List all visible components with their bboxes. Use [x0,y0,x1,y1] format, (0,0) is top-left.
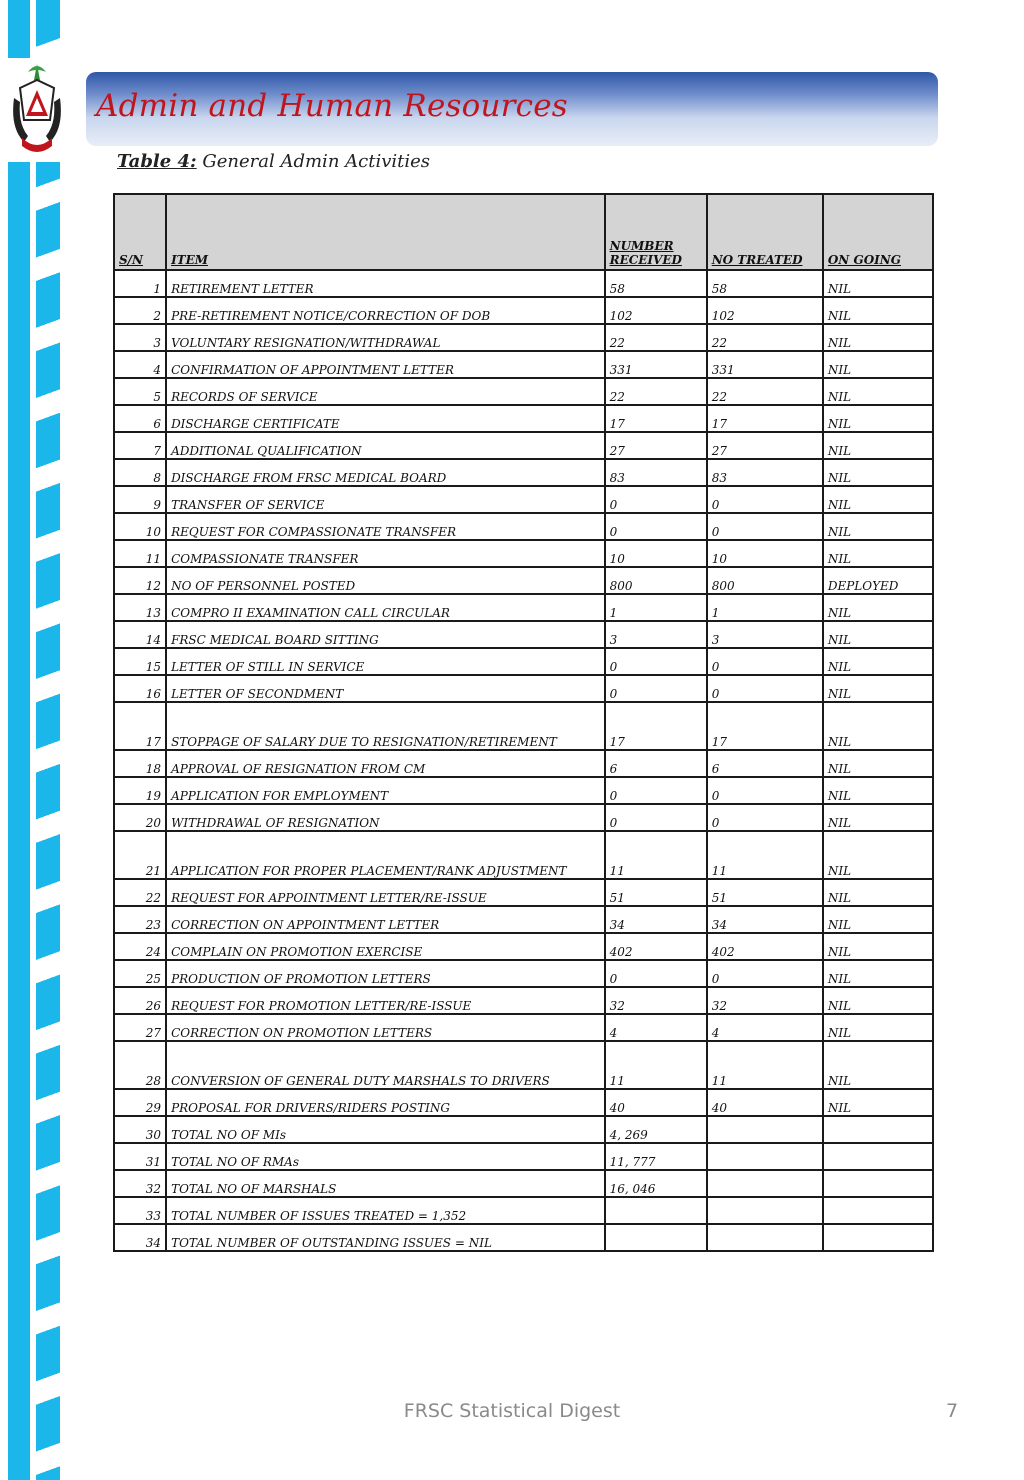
cell-number-received: 0 [605,513,707,540]
cell-no-treated: 0 [707,513,823,540]
table-row [114,933,933,960]
cell-number-received: 17 [605,702,707,750]
cell-on-going: NIL [823,750,933,777]
cell-number-received: 40 [605,1089,707,1116]
cell-no-treated [707,1143,823,1170]
cell-on-going: NIL [823,960,933,987]
header-no-treated: NO TREATED [707,194,823,270]
cell-item: REQUEST FOR APPOINTMENT LETTER/RE-ISSUE [166,879,605,906]
cell-on-going [823,1143,933,1170]
cell-sn: 2 [114,297,166,324]
cell-item: TOTAL NUMBER OF ISSUES TREATED = 1,352 [166,1197,605,1224]
cell-item: NO OF PERSONNEL POSTED [166,567,605,594]
cell-sn: 28 [114,1041,166,1089]
cell-sn: 19 [114,777,166,804]
cell-number-received: 51 [605,879,707,906]
cell-item: COMPLAIN ON PROMOTION EXERCISE [166,933,605,960]
cell-number-received: 22 [605,378,707,405]
cell-number-received: 6 [605,750,707,777]
table-row [114,648,933,675]
table-row [114,486,933,513]
cell-no-treated: 34 [707,906,823,933]
cell-item: PROPOSAL FOR DRIVERS/RIDERS POSTING [166,1089,605,1116]
table-caption-label: Table 4: [117,151,197,172]
cell-no-treated: 27 [707,432,823,459]
cell-number-received: 0 [605,486,707,513]
cell-on-going [823,1116,933,1143]
header-sn: S/N [114,194,166,270]
cell-number-received: 83 [605,459,707,486]
cell-item: REQUEST FOR COMPASSIONATE TRANSFER [166,513,605,540]
page-title: Admin and Human Resources [96,88,568,124]
cell-sn: 5 [114,378,166,405]
table-row [114,987,933,1014]
table-row [114,621,933,648]
cell-sn: 4 [114,351,166,378]
table-row [114,1041,933,1089]
cell-no-treated: 0 [707,960,823,987]
cell-item: APPLICATION FOR PROPER PLACEMENT/RANK ADJUSTMENT [166,831,605,879]
cell-item: PRE-RETIREMENT NOTICE/CORRECTION OF DOB [166,297,605,324]
cell-number-received: 3 [605,621,707,648]
cell-no-treated: 11 [707,1041,823,1089]
cell-sn: 22 [114,879,166,906]
cell-item: FRSC MEDICAL BOARD SITTING [166,621,605,648]
cell-no-treated: 4 [707,1014,823,1041]
cell-no-treated: 22 [707,378,823,405]
table-row [114,270,933,297]
cell-number-received: 0 [605,960,707,987]
table-row [114,1197,933,1224]
cell-number-received: 4 [605,1014,707,1041]
cell-on-going: NIL [823,324,933,351]
cell-on-going [823,1224,933,1251]
cell-no-treated: 32 [707,987,823,1014]
cell-on-going: NIL [823,270,933,297]
table-row [114,804,933,831]
cell-sn: 9 [114,486,166,513]
cell-item: TOTAL NO OF MIs [166,1116,605,1143]
cell-sn: 13 [114,594,166,621]
cell-item: WITHDRAWAL OF RESIGNATION [166,804,605,831]
cell-no-treated [707,1197,823,1224]
table-row [114,297,933,324]
cell-item: CORRECTION ON PROMOTION LETTERS [166,1014,605,1041]
cell-on-going: NIL [823,513,933,540]
cell-item: TOTAL NO OF RMAs [166,1143,605,1170]
cell-on-going [823,1197,933,1224]
cell-on-going: NIL [823,1041,933,1089]
cell-sn: 24 [114,933,166,960]
cell-sn: 12 [114,567,166,594]
cell-on-going [823,1170,933,1197]
cell-item: STOPPAGE OF SALARY DUE TO RESIGNATION/RETIREMENT [166,702,605,750]
cell-on-going: NIL [823,297,933,324]
cell-item: CORRECTION ON APPOINTMENT LETTER [166,906,605,933]
cell-sn: 32 [114,1170,166,1197]
cell-number-received: 800 [605,567,707,594]
cell-no-treated [707,1224,823,1251]
cell-number-received: 11 [605,831,707,879]
cell-number-received: 11 [605,1041,707,1089]
cell-no-treated: 6 [707,750,823,777]
cell-item: RECORDS OF SERVICE [166,378,605,405]
cell-number-received [605,1197,707,1224]
cell-number-received: 16, 046 [605,1170,707,1197]
cell-item: APPLICATION FOR EMPLOYMENT [166,777,605,804]
cell-number-received: 58 [605,270,707,297]
cell-sn: 29 [114,1089,166,1116]
table-caption-text: General Admin Activities [196,151,431,172]
cell-number-received: 102 [605,297,707,324]
cell-number-received: 27 [605,432,707,459]
cell-sn: 25 [114,960,166,987]
cell-no-treated: 17 [707,702,823,750]
cell-item: APPROVAL OF RESIGNATION FROM CM [166,750,605,777]
cell-item: TOTAL NUMBER OF OUTSTANDING ISSUES = NIL [166,1224,605,1251]
cell-item: DISCHARGE CERTIFICATE [166,405,605,432]
table-row [114,960,933,987]
cell-on-going: NIL [823,1014,933,1041]
cell-number-received: 1 [605,594,707,621]
cell-item: VOLUNTARY RESIGNATION/WITHDRAWAL [166,324,605,351]
table-row [114,513,933,540]
cell-number-received: 4, 269 [605,1116,707,1143]
cell-no-treated: 0 [707,777,823,804]
cell-no-treated: 83 [707,459,823,486]
table-row [114,459,933,486]
cell-on-going: NIL [823,540,933,567]
cell-sn: 20 [114,804,166,831]
cell-no-treated: 0 [707,648,823,675]
cell-no-treated: 331 [707,351,823,378]
cell-sn: 17 [114,702,166,750]
cell-sn: 3 [114,324,166,351]
cell-number-received [605,1224,707,1251]
table-row [114,1014,933,1041]
cell-no-treated: 0 [707,804,823,831]
cell-item: DISCHARGE FROM FRSC MEDICAL BOARD [166,459,605,486]
footer-title: FRSC Statistical Digest [403,1400,621,1422]
cell-item: RETIREMENT LETTER [166,270,605,297]
cell-item: COMPRO II EXAMINATION CALL CIRCULAR [166,594,605,621]
table-row [114,906,933,933]
cell-on-going: NIL [823,933,933,960]
table-row [114,750,933,777]
table-row [114,1143,933,1170]
cell-sn: 7 [114,432,166,459]
cell-no-treated [707,1116,823,1143]
table-header-row [114,194,933,270]
cell-sn: 27 [114,1014,166,1041]
table-body [114,270,933,1251]
page-number: 7 [946,1400,959,1422]
cell-on-going: NIL [823,648,933,675]
cell-sn: 21 [114,831,166,879]
table-row [114,1170,933,1197]
admin-activities-table [113,193,934,1252]
cell-on-going: NIL [823,675,933,702]
cell-item: CONFIRMATION OF APPOINTMENT LETTER [166,351,605,378]
cell-on-going: NIL [823,432,933,459]
cell-on-going: DEPLOYED [823,567,933,594]
cell-no-treated: 0 [707,486,823,513]
cell-sn: 1 [114,270,166,297]
cell-number-received: 0 [605,648,707,675]
cell-item: LETTER OF SECONDMENT [166,675,605,702]
table-row [114,378,933,405]
cell-sn: 33 [114,1197,166,1224]
cell-number-received: 402 [605,933,707,960]
table-row [114,1116,933,1143]
table-row [114,1089,933,1116]
frsc-logo [6,58,68,162]
cell-number-received: 34 [605,906,707,933]
table-caption [117,151,430,172]
cell-on-going: NIL [823,486,933,513]
cell-on-going: NIL [823,1089,933,1116]
left-decorative-stripe [0,0,62,1480]
cell-sn: 11 [114,540,166,567]
cell-number-received: 0 [605,777,707,804]
cell-on-going: NIL [823,378,933,405]
cell-on-going: NIL [823,804,933,831]
cell-no-treated: 58 [707,270,823,297]
cell-number-received: 0 [605,804,707,831]
cell-number-received: 0 [605,675,707,702]
cell-on-going: NIL [823,831,933,879]
stripe-chevrons [36,0,60,1480]
cell-number-received: 22 [605,324,707,351]
cell-sn: 10 [114,513,166,540]
table-row [114,405,933,432]
cell-number-received: 331 [605,351,707,378]
table-row [114,594,933,621]
cell-no-treated: 1 [707,594,823,621]
cell-sn: 18 [114,750,166,777]
table-row [114,675,933,702]
cell-on-going: NIL [823,459,933,486]
cell-item: COMPASSIONATE TRANSFER [166,540,605,567]
cell-on-going: NIL [823,621,933,648]
cell-no-treated [707,1170,823,1197]
cell-number-received: 10 [605,540,707,567]
table-row [114,879,933,906]
cell-item: TRANSFER OF SERVICE [166,486,605,513]
cell-sn: 15 [114,648,166,675]
cell-no-treated: 402 [707,933,823,960]
cell-on-going: NIL [823,777,933,804]
cell-no-treated: 11 [707,831,823,879]
cell-on-going: NIL [823,351,933,378]
cell-no-treated: 40 [707,1089,823,1116]
cell-sn: 34 [114,1224,166,1251]
table-row [114,702,933,750]
header-on-going: ON GOING [823,194,933,270]
cell-on-going: NIL [823,702,933,750]
cell-no-treated: 0 [707,675,823,702]
cell-item: REQUEST FOR PROMOTION LETTER/RE-ISSUE [166,987,605,1014]
cell-sn: 16 [114,675,166,702]
table-row [114,432,933,459]
cell-sn: 23 [114,906,166,933]
cell-item: CONVERSION OF GENERAL DUTY MARSHALS TO DRIVERS [166,1041,605,1089]
header-item: ITEM [166,194,605,270]
cell-no-treated: 3 [707,621,823,648]
cell-no-treated: 22 [707,324,823,351]
cell-sn: 31 [114,1143,166,1170]
cell-no-treated: 102 [707,297,823,324]
cell-no-treated: 17 [707,405,823,432]
cell-item: LETTER OF STILL IN SERVICE [166,648,605,675]
table-row [114,831,933,879]
cell-sn: 6 [114,405,166,432]
cell-sn: 26 [114,987,166,1014]
header-number-received: NUMBER RECEIVED [605,194,707,270]
table-row [114,351,933,378]
cell-number-received: 32 [605,987,707,1014]
table-row [114,777,933,804]
cell-on-going: NIL [823,879,933,906]
cell-item: TOTAL NO OF MARSHALS [166,1170,605,1197]
cell-number-received: 11, 777 [605,1143,707,1170]
stripe-band [8,0,30,1480]
cell-sn: 8 [114,459,166,486]
cell-item: PRODUCTION OF PROMOTION LETTERS [166,960,605,987]
table-row [114,540,933,567]
cell-on-going: NIL [823,987,933,1014]
cell-no-treated: 51 [707,879,823,906]
cell-sn: 14 [114,621,166,648]
cell-on-going: NIL [823,906,933,933]
cell-no-treated: 800 [707,567,823,594]
cell-no-treated: 10 [707,540,823,567]
cell-on-going: NIL [823,594,933,621]
cell-number-received: 17 [605,405,707,432]
table-row [114,567,933,594]
cell-sn: 30 [114,1116,166,1143]
cell-item: ADDITIONAL QUALIFICATION [166,432,605,459]
cell-on-going: NIL [823,405,933,432]
table-row [114,324,933,351]
table-row [114,1224,933,1251]
